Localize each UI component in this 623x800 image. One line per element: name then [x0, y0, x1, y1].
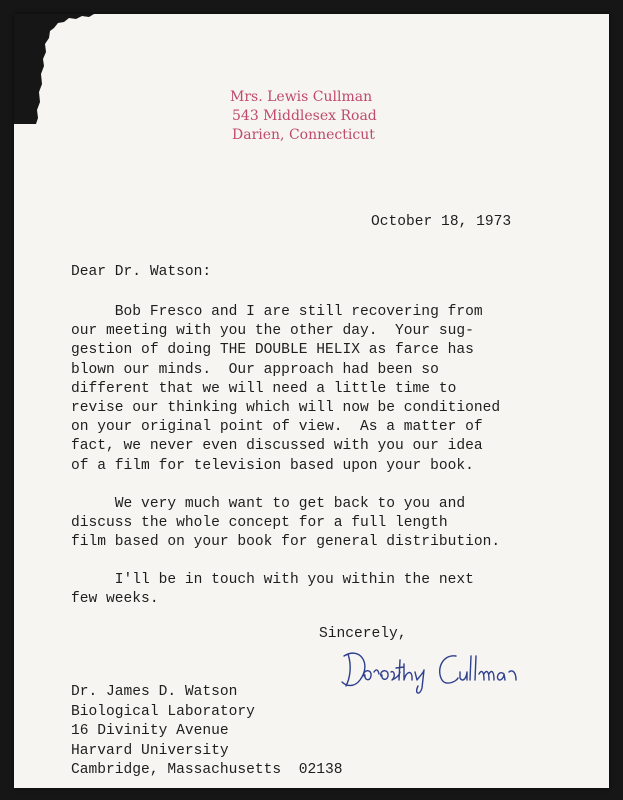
letterhead-street: 543 Middlesex Road [232, 108, 377, 124]
paragraph-line: revise our thinking which will now be conditioned [71, 400, 501, 417]
paragraph-line: gestion of doing THE DOUBLE HELIX as farce has [71, 342, 474, 359]
address-line: Cambridge, Massachusetts 02138 [71, 762, 343, 779]
paragraph-line: on your original point of view. As a matter of [71, 419, 483, 436]
paragraph-line: blown our minds. Our approach had been so [71, 361, 439, 378]
closing: Sincerely, [319, 626, 407, 642]
address-line: 16 Divinity Avenue [71, 723, 229, 740]
address-line: Biological Laboratory [71, 703, 255, 720]
paragraph-line: few weeks. [71, 591, 159, 608]
recipient-address [71, 683, 343, 781]
paragraph-line: fact, we never even discussed with you our idea [71, 438, 483, 455]
paragraph-1 [71, 303, 500, 476]
letterhead-name: Mrs. Lewis Cullman [230, 89, 373, 105]
paragraph-line: our meeting with you the other day. Your sug- [71, 323, 474, 340]
letter-date: October 18, 1973 [371, 214, 512, 230]
paragraph-line: We very much want to get back to you and [71, 496, 466, 512]
salutation: Dear Dr. Watson: [71, 264, 212, 280]
letterhead [230, 88, 377, 145]
torn-corner [14, 14, 94, 124]
paragraph-2 [71, 495, 500, 553]
paragraph-line: discuss the whole concept for a full length [71, 515, 448, 532]
paragraph-line: different that we will need a little time to [71, 380, 457, 397]
address-line: Harvard University [71, 742, 229, 759]
paragraph-line: of a film for television based upon your book. [71, 457, 474, 474]
paragraph-line: I'll be in touch with you within the next [71, 572, 474, 588]
address-line: Dr. James D. Watson [71, 684, 238, 700]
paragraph-line: Bob Fresco and I are still recovering from [71, 304, 483, 320]
letterhead-city: Darien, Connecticut [232, 127, 375, 143]
paragraph-3 [71, 571, 474, 609]
handwritten-signature [338, 636, 563, 696]
paragraph-line: film based on your book for general distribution. [71, 534, 501, 551]
